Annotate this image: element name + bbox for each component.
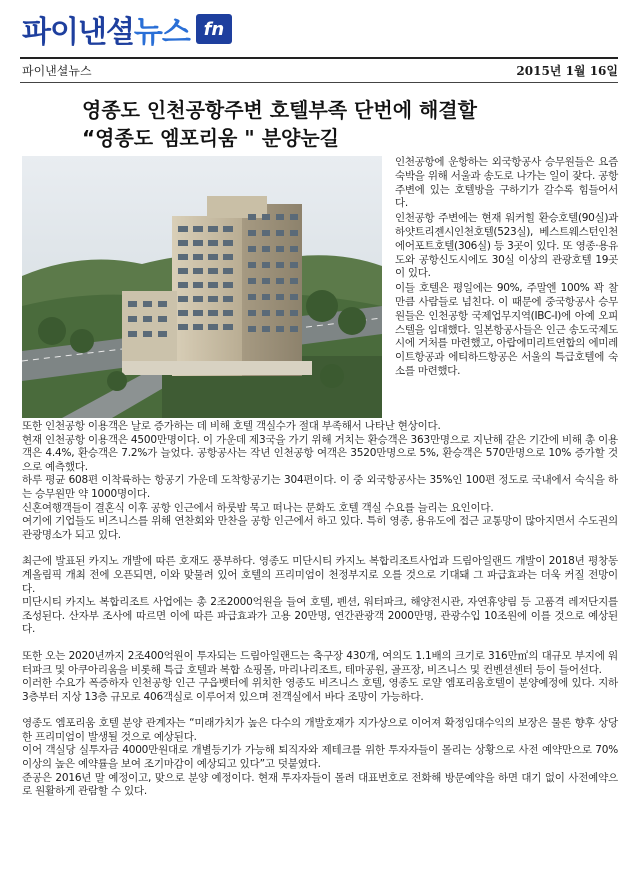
side-paragraph: 이들 호텔은 평일에는 90%, 주말엔 100% 꽉 찰 만큼 사람들로 넘친다. 이 때문에 중국항공사 승무원들은 인천공항 국제업무지역(IBC-I)에 아예 오피스텔을 임대했다. 일본항공사들은 인근 송도국제도시에 거처를 마련했고, 아랍에미리트연합의 에미레이트항공과 에티하드항공은 서울의 특급호텔에 숙소를 마련했다. xyxy=(395,282,618,377)
publication-name: 파이낸셜뉴스 xyxy=(22,64,92,78)
masthead-logo xyxy=(22,6,232,52)
side-column-text xyxy=(395,156,618,380)
headline-line-2: “영종도 엠포리움 " 분양눈길 xyxy=(82,126,339,150)
article-body xyxy=(22,420,618,799)
body-paragraph: 미단시티 카지노 복합리조트 사업에는 총 2조2000억원을 들여 호텔, 펜션, 워터파크, 해양전시관, 자연휴양림 등 고품격 레저단지를 조성된다. 산자부 조사에 따르면 이에 따른 파급효과가 고용 20만명, 연간관광객 2000만명, 관광수입 10조원에 이를 것으로 예상된다. xyxy=(22,596,618,636)
header-rule xyxy=(20,57,618,59)
side-paragraph: 인천공항 주변에는 현재 워커힐 환승호텔(90실)과 하얏트리젠시인천호텔(523실), 베스트웨스턴인천에어포트호텔(306실) 등 3곳이 있다. 또 영종·용유도와 공항신도시에도 30실 이상의 관광호텔 19곳이 있다. xyxy=(395,212,618,280)
paragraph-gap xyxy=(22,704,618,717)
hotel-rendering-image xyxy=(22,156,382,418)
body-paragraph: 이어 객실당 실투자금 4000만원대로 개별등기가 가능해 퇴직자와 제테크를 위한 투자자들이 몰리는 상황으로 사전 예약만으로 70% 이상의 높은 예약률을 보여 조기마감이 예상되고 있다”고 덧붙였다. xyxy=(22,744,618,771)
meta-row xyxy=(22,62,618,80)
body-paragraph: 신혼여행객들이 결혼식 이후 공항 인근에서 하룻밤 묵고 떠나는 문화도 호텔 객실 수요를 늘리는 요인이다. xyxy=(22,501,494,514)
body-paragraph: 준공은 2016년 말 예정이고, 맞으로 분양 예정이다. 현재 투자자들이 몰려 대표번호로 전화해 방문예약을 하면 대기 없이 사전예약으로 원활하게 관람할 수 있다. xyxy=(22,771,618,798)
body-paragraph: 영종도 엠포리움 호텔 분양 관계자는 “미래가치가 높은 다수의 개발호재가 지가상으로 이어져 확정임대수익의 보장은 물론 향후 상당한 프리미엄이 발생될 것으로 예상된다. xyxy=(22,717,618,743)
logo-wordmark: 파이낸셜뉴스 xyxy=(22,15,190,50)
article-headline xyxy=(82,96,582,152)
side-paragraph: 인천공항에 운항하는 외국항공사 승무원들은 요즘 숙박을 위해 서울과 송도로 나가는 일이 잦다. 공항 주변에 있는 호텔방을 구하기가 갈수록 힘들어서다. xyxy=(395,156,618,210)
body-paragraph: 또한 오는 2020년까지 2조400억원이 투자되는 드림아일랜드는 축구장 430개, 여의도 1.1배의 크기로 316만㎡의 대규모 부지에 워터파크 및 아쿠아리움을 비롯해 특급 호텔과 복합 쇼핑몰, 마리나리조트, 테마공원, 골프장, 비즈니스 및 컨벤션센터 등이 들어선다. xyxy=(22,649,618,676)
headline-line-1: 영종도 인천공항주변 호텔부족 단번에 해결할 xyxy=(82,98,477,122)
body-paragraph: 최근에 발표된 카지노 개발에 따른 호재도 풍부하다. 영종도 미단시티 카지노 복합리조트사업과 드림아일랜드 개발이 2018년 평창동계올림픽 개최 전에 오픈되면, 이와 맞물려 있어 호텔의 프리미엄이 천정부지로 오를 것으로 기대돼 그 파급효과는 더욱 커질 전망이다. xyxy=(22,555,618,595)
body-paragraph: 여기에 기업들도 비즈니스를 위해 연찬회와 만찬을 공항 인근에서 하고 있다. 특히 영종, 용유도에 접근 교통망이 많아지면서 수도권의 관광명소가 되고 있다. xyxy=(22,515,618,541)
paragraph-gap xyxy=(22,542,618,555)
body-paragraph: 현재 인천공항 이용객은 4500만명이다. 이 가운데 제3국을 가기 위해 거치는 환승객은 363만명으로 지난해 같은 기간에 비해 총 이용객은 4.4%, 환승객은 7.2%가 늘었다. 공항공사는 작년 인천공항 여객은 3520만명으로 5%, 환승객은 570만명으로 10% 증가할 것으로 예측했다. xyxy=(22,433,618,473)
meta-rule xyxy=(20,82,618,83)
publication-date: 2015년 1월 16일 xyxy=(516,64,618,78)
body-paragraph: 이러한 수요가 폭증하자 인천공항 인근 구읍뱃터에 위치한 영종도 비즈니스 호텔, 영종도 로얄 엠포리움호텔이 분양예정에 있다. 지하 3층부터 지상 13층 규모로 406객실로 이루어져 있으며 전객실에서 바다 조망이 가능하다. xyxy=(22,677,618,703)
paragraph-gap xyxy=(22,637,618,650)
body-paragraph: 또한 인천공항 이용객은 날로 증가하는 데 비해 호텔 객실수가 절대 부족해서 나타난 현상이다. xyxy=(22,420,441,432)
logo-fn-badge: fn xyxy=(196,14,232,44)
body-paragraph: 하루 평균 608편 이착륙하는 항공기 가운데 도착항공기는 304편이다. 이 중 외국항공사는 35%인 100편 정도로 국내에서 숙식을 하는 승무원만 약 1000명이다. xyxy=(22,474,618,500)
